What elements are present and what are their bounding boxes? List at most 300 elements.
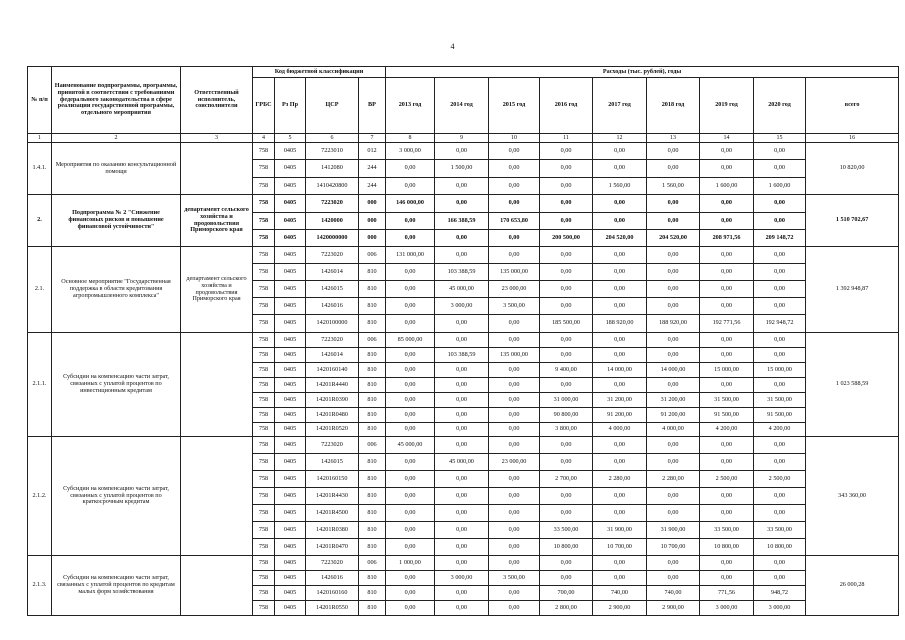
cell-vr: 810 bbox=[359, 571, 386, 586]
cell-year-value: 10 700,00 bbox=[647, 539, 700, 556]
cell-year-value: 0,00 bbox=[593, 143, 647, 160]
cell-year-value: 0,00 bbox=[700, 160, 754, 178]
cell-year-value: 0,00 bbox=[700, 348, 754, 363]
cell-year-value: 0,00 bbox=[386, 281, 435, 298]
cell-year-value: 0,00 bbox=[700, 213, 754, 230]
cell-year-value: 0,00 bbox=[540, 143, 593, 160]
cell-vr: 000 bbox=[359, 195, 386, 213]
header-year: 2014 год bbox=[435, 78, 489, 134]
cell-year-value: 0,00 bbox=[386, 378, 435, 393]
cell-year-value: 0,00 bbox=[700, 264, 754, 281]
cell-year-value: 0,00 bbox=[386, 571, 435, 586]
cell-rzpr: 0405 bbox=[275, 556, 306, 571]
row-total: 1 023 588,59 bbox=[806, 333, 899, 437]
cell-year-value: 85 000,00 bbox=[386, 333, 435, 348]
header-year: 2019 год bbox=[700, 78, 754, 134]
row-responsible bbox=[181, 333, 253, 437]
cell-year-value: 0,00 bbox=[386, 454, 435, 471]
table-row bbox=[28, 437, 899, 454]
cell-vr: 244 bbox=[359, 160, 386, 178]
cell-rzpr: 0405 bbox=[275, 264, 306, 281]
cell-year-value: 0,00 bbox=[593, 281, 647, 298]
cell-year-value: 0,00 bbox=[754, 333, 806, 348]
cell-vr: 810 bbox=[359, 454, 386, 471]
cell-year-value: 0,00 bbox=[489, 539, 540, 556]
cell-csr: 1420100000 bbox=[306, 315, 359, 333]
cell-rzpr: 0405 bbox=[275, 213, 306, 230]
cell-year-value: 0,00 bbox=[386, 539, 435, 556]
cell-grbs: 758 bbox=[253, 471, 275, 488]
cell-grbs: 758 bbox=[253, 601, 275, 616]
table-row bbox=[28, 333, 899, 348]
cell-year-value: 0,00 bbox=[700, 488, 754, 505]
cell-rzpr: 0405 bbox=[275, 230, 306, 247]
cell-year-value: 0,00 bbox=[489, 586, 540, 601]
cell-csr: 1420000 bbox=[306, 213, 359, 230]
cell-year-value: 14 000,00 bbox=[593, 363, 647, 378]
column-number: 2 bbox=[52, 134, 181, 143]
header-total: всего bbox=[806, 78, 899, 134]
cell-vr: 810 bbox=[359, 601, 386, 616]
cell-year-value: 3 000,00 bbox=[754, 601, 806, 616]
column-number: 1 bbox=[28, 134, 52, 143]
cell-year-value: 33 500,00 bbox=[754, 522, 806, 539]
cell-year-value: 0,00 bbox=[540, 178, 593, 195]
cell-year-value: 192 948,72 bbox=[754, 315, 806, 333]
cell-year-value: 0,00 bbox=[489, 363, 540, 378]
cell-year-value: 0,00 bbox=[540, 281, 593, 298]
header-year: 2013 год bbox=[386, 78, 435, 134]
cell-year-value: 0,00 bbox=[386, 522, 435, 539]
cell-year-value: 0,00 bbox=[593, 454, 647, 471]
row-responsible bbox=[181, 556, 253, 616]
cell-year-value: 3 000,00 bbox=[435, 571, 489, 586]
cell-year-value: 0,00 bbox=[647, 160, 700, 178]
cell-year-value: 2 900,00 bbox=[647, 601, 700, 616]
cell-year-value: 0,00 bbox=[647, 264, 700, 281]
cell-grbs: 758 bbox=[253, 348, 275, 363]
cell-year-value: 3 000,00 bbox=[700, 601, 754, 616]
cell-csr: 1410420800 bbox=[306, 178, 359, 195]
cell-year-value: 0,00 bbox=[540, 298, 593, 315]
column-number: 9 bbox=[435, 134, 489, 143]
cell-year-value: 33 500,00 bbox=[700, 522, 754, 539]
cell-csr: 1426016 bbox=[306, 571, 359, 586]
cell-year-value: 166 388,59 bbox=[435, 213, 489, 230]
cell-year-value: 0,00 bbox=[647, 143, 700, 160]
cell-year-value: 0,00 bbox=[435, 601, 489, 616]
cell-year-value: 0,00 bbox=[754, 348, 806, 363]
cell-year-value: 10 800,00 bbox=[540, 539, 593, 556]
cell-year-value: 0,00 bbox=[386, 230, 435, 247]
cell-year-value: 0,00 bbox=[647, 556, 700, 571]
cell-vr: 810 bbox=[359, 393, 386, 408]
cell-year-value: 0,00 bbox=[700, 556, 754, 571]
cell-csr: 7223010 bbox=[306, 143, 359, 160]
cell-csr: 1426015 bbox=[306, 454, 359, 471]
cell-year-value: 0,00 bbox=[435, 437, 489, 454]
cell-year-value: 740,00 bbox=[593, 586, 647, 601]
column-number: 11 bbox=[540, 134, 593, 143]
cell-rzpr: 0405 bbox=[275, 195, 306, 213]
cell-year-value: 0,00 bbox=[593, 571, 647, 586]
cell-year-value: 2 900,00 bbox=[593, 601, 647, 616]
cell-grbs: 758 bbox=[253, 230, 275, 247]
cell-year-value: 103 388,59 bbox=[435, 264, 489, 281]
cell-csr: 1420160140 bbox=[306, 363, 359, 378]
cell-year-value: 91 500,00 bbox=[754, 408, 806, 423]
cell-year-value: 0,00 bbox=[489, 378, 540, 393]
cell-year-value: 0,00 bbox=[540, 454, 593, 471]
cell-csr: 14201R0550 bbox=[306, 601, 359, 616]
cell-year-value: 185 500,00 bbox=[540, 315, 593, 333]
cell-year-value: 10 800,00 bbox=[754, 539, 806, 556]
cell-rzpr: 0405 bbox=[275, 571, 306, 586]
row-responsible: департамент сельского хозяйства и продовольствия Приморского края bbox=[181, 247, 253, 333]
cell-vr: 810 bbox=[359, 522, 386, 539]
cell-year-value: 0,00 bbox=[435, 195, 489, 213]
cell-year-value: 0,00 bbox=[386, 408, 435, 423]
cell-year-value: 0,00 bbox=[647, 281, 700, 298]
cell-year-value: 170 653,80 bbox=[489, 213, 540, 230]
cell-year-value: 0,00 bbox=[386, 601, 435, 616]
cell-year-value: 23 000,00 bbox=[489, 454, 540, 471]
header-rzpr: Рз Пр bbox=[275, 78, 306, 134]
cell-year-value: 146 000,00 bbox=[386, 195, 435, 213]
cell-year-value: 2 280,00 bbox=[647, 471, 700, 488]
cell-grbs: 758 bbox=[253, 522, 275, 539]
cell-year-value: 0,00 bbox=[435, 393, 489, 408]
cell-year-value: 10 700,00 bbox=[593, 539, 647, 556]
row-total: 343 360,00 bbox=[806, 437, 899, 556]
cell-csr: 14201R0520 bbox=[306, 423, 359, 437]
cell-year-value: 0,00 bbox=[593, 333, 647, 348]
cell-year-value: 1 500,00 bbox=[435, 160, 489, 178]
cell-year-value: 0,00 bbox=[593, 298, 647, 315]
cell-year-value: 3 000,00 bbox=[386, 143, 435, 160]
cell-rzpr: 0405 bbox=[275, 437, 306, 454]
cell-year-value: 0,00 bbox=[647, 213, 700, 230]
cell-year-value: 0,00 bbox=[700, 454, 754, 471]
cell-grbs: 758 bbox=[253, 333, 275, 348]
cell-year-value: 0,00 bbox=[540, 247, 593, 264]
cell-year-value: 204 520,00 bbox=[593, 230, 647, 247]
cell-year-value: 0,00 bbox=[489, 160, 540, 178]
header-csr: ЦСР bbox=[306, 78, 359, 134]
row-number: 2.1.3. bbox=[28, 556, 52, 616]
cell-year-value: 45 000,00 bbox=[435, 454, 489, 471]
cell-year-value: 0,00 bbox=[593, 378, 647, 393]
cell-year-value: 0,00 bbox=[435, 539, 489, 556]
header-expenses: Расходы (тыс. рублей), годы bbox=[386, 67, 899, 78]
cell-year-value: 0,00 bbox=[647, 195, 700, 213]
cell-year-value: 0,00 bbox=[754, 195, 806, 213]
row-name: Субсидии на компенсацию части затрат, связанных с уплатой процентов по краткосрочным кредитам bbox=[52, 437, 181, 556]
cell-vr: 810 bbox=[359, 488, 386, 505]
row-name: Основное мероприятие "Государственная поддержка в области кредитования агропромышленного комплекса" bbox=[52, 247, 181, 333]
cell-vr: 006 bbox=[359, 437, 386, 454]
row-number: 2.1. bbox=[28, 247, 52, 333]
cell-grbs: 758 bbox=[253, 281, 275, 298]
cell-grbs: 758 bbox=[253, 213, 275, 230]
cell-year-value: 103 388,59 bbox=[435, 348, 489, 363]
column-number: 8 bbox=[386, 134, 435, 143]
cell-year-value: 0,00 bbox=[754, 556, 806, 571]
cell-year-value: 0,00 bbox=[754, 160, 806, 178]
row-number: 1.4.1. bbox=[28, 143, 52, 195]
cell-year-value: 188 920,00 bbox=[647, 315, 700, 333]
cell-year-value: 135 000,00 bbox=[489, 264, 540, 281]
cell-year-value: 2 500,00 bbox=[754, 471, 806, 488]
column-number: 14 bbox=[700, 134, 754, 143]
cell-year-value: 4 000,00 bbox=[647, 423, 700, 437]
cell-csr: 7223020 bbox=[306, 247, 359, 264]
cell-year-value: 0,00 bbox=[489, 471, 540, 488]
cell-year-value: 0,00 bbox=[435, 230, 489, 247]
cell-year-value: 0,00 bbox=[593, 160, 647, 178]
cell-year-value: 0,00 bbox=[540, 333, 593, 348]
cell-year-value: 0,00 bbox=[754, 247, 806, 264]
cell-grbs: 758 bbox=[253, 160, 275, 178]
cell-year-value: 0,00 bbox=[700, 571, 754, 586]
cell-year-value: 31 900,00 bbox=[593, 522, 647, 539]
cell-year-value: 0,00 bbox=[386, 264, 435, 281]
cell-rzpr: 0405 bbox=[275, 178, 306, 195]
cell-vr: 810 bbox=[359, 298, 386, 315]
cell-year-value: 3 500,00 bbox=[489, 298, 540, 315]
cell-year-value: 0,00 bbox=[386, 213, 435, 230]
cell-year-value: 131 000,00 bbox=[386, 247, 435, 264]
cell-vr: 810 bbox=[359, 264, 386, 281]
column-number: 13 bbox=[647, 134, 700, 143]
cell-year-value: 0,00 bbox=[489, 522, 540, 539]
header-year: 2020 год bbox=[754, 78, 806, 134]
cell-year-value: 0,00 bbox=[435, 488, 489, 505]
cell-year-value: 0,00 bbox=[435, 178, 489, 195]
cell-year-value: 0,00 bbox=[700, 281, 754, 298]
cell-year-value: 23 000,00 bbox=[489, 281, 540, 298]
cell-vr: 006 bbox=[359, 556, 386, 571]
cell-year-value: 0,00 bbox=[435, 471, 489, 488]
cell-year-value: 0,00 bbox=[647, 488, 700, 505]
cell-grbs: 758 bbox=[253, 437, 275, 454]
column-number: 12 bbox=[593, 134, 647, 143]
cell-year-value: 740,00 bbox=[647, 586, 700, 601]
cell-vr: 244 bbox=[359, 178, 386, 195]
cell-year-value: 0,00 bbox=[593, 348, 647, 363]
cell-year-value: 45 000,00 bbox=[386, 437, 435, 454]
cell-year-value: 0,00 bbox=[700, 247, 754, 264]
cell-grbs: 758 bbox=[253, 539, 275, 556]
row-number: 2.1.2. bbox=[28, 437, 52, 556]
row-responsible: департамент сельского хозяйства и продовольствия Приморского края bbox=[181, 195, 253, 247]
cell-year-value: 0,00 bbox=[540, 213, 593, 230]
cell-year-value: 0,00 bbox=[700, 505, 754, 522]
cell-year-value: 1 600,00 bbox=[700, 178, 754, 195]
cell-grbs: 758 bbox=[253, 505, 275, 522]
cell-year-value: 0,00 bbox=[647, 378, 700, 393]
cell-rzpr: 0405 bbox=[275, 160, 306, 178]
cell-year-value: 0,00 bbox=[754, 571, 806, 586]
cell-year-value: 0,00 bbox=[435, 333, 489, 348]
cell-vr: 810 bbox=[359, 363, 386, 378]
cell-year-value: 31 200,00 bbox=[647, 393, 700, 408]
cell-year-value: 15 000,00 bbox=[700, 363, 754, 378]
cell-year-value: 0,00 bbox=[435, 378, 489, 393]
cell-year-value: 192 771,56 bbox=[700, 315, 754, 333]
cell-year-value: 4 000,00 bbox=[593, 423, 647, 437]
cell-csr: 14201R4430 bbox=[306, 488, 359, 505]
cell-year-value: 0,00 bbox=[754, 488, 806, 505]
cell-vr: 000 bbox=[359, 213, 386, 230]
cell-year-value: 2 280,00 bbox=[593, 471, 647, 488]
cell-rzpr: 0405 bbox=[275, 505, 306, 522]
cell-year-value: 0,00 bbox=[489, 178, 540, 195]
cell-year-value: 45 000,00 bbox=[435, 281, 489, 298]
cell-year-value: 0,00 bbox=[435, 586, 489, 601]
cell-year-value: 0,00 bbox=[435, 505, 489, 522]
cell-vr: 810 bbox=[359, 539, 386, 556]
cell-csr: 1426016 bbox=[306, 298, 359, 315]
cell-grbs: 758 bbox=[253, 195, 275, 213]
cell-csr: 14201R0480 bbox=[306, 408, 359, 423]
cell-vr: 810 bbox=[359, 471, 386, 488]
cell-rzpr: 0405 bbox=[275, 423, 306, 437]
cell-year-value: 0,00 bbox=[386, 505, 435, 522]
cell-csr: 1426015 bbox=[306, 281, 359, 298]
row-name: Подпрограмма № 2 "Снижение финансовых рисков и повышение финансовой устойчивости" bbox=[52, 195, 181, 247]
cell-year-value: 1 600,00 bbox=[754, 178, 806, 195]
cell-year-value: 0,00 bbox=[593, 247, 647, 264]
cell-year-value: 0,00 bbox=[647, 454, 700, 471]
cell-rzpr: 0405 bbox=[275, 143, 306, 160]
cell-csr: 7223020 bbox=[306, 437, 359, 454]
cell-rzpr: 0405 bbox=[275, 586, 306, 601]
table-row bbox=[28, 247, 899, 264]
cell-year-value: 0,00 bbox=[386, 423, 435, 437]
cell-rzpr: 0405 bbox=[275, 348, 306, 363]
cell-year-value: 0,00 bbox=[386, 586, 435, 601]
cell-year-value: 0,00 bbox=[435, 247, 489, 264]
header-kbk: Код бюджетной классификации bbox=[253, 67, 386, 78]
header-year: 2017 год bbox=[593, 78, 647, 134]
table-body bbox=[28, 134, 899, 616]
cell-grbs: 758 bbox=[253, 454, 275, 471]
cell-year-value: 0,00 bbox=[540, 378, 593, 393]
cell-year-value: 0,00 bbox=[593, 437, 647, 454]
cell-vr: 810 bbox=[359, 315, 386, 333]
cell-year-value: 0,00 bbox=[647, 437, 700, 454]
cell-year-value: 31 500,00 bbox=[700, 393, 754, 408]
cell-year-value: 0,00 bbox=[540, 348, 593, 363]
cell-csr: 1420160150 bbox=[306, 471, 359, 488]
cell-rzpr: 0405 bbox=[275, 408, 306, 423]
row-name: Субсидии на компенсацию части затрат, связанных с уплатой процентов по инвестиционным кредитам bbox=[52, 333, 181, 437]
cell-grbs: 758 bbox=[253, 298, 275, 315]
cell-csr: 1412080 bbox=[306, 160, 359, 178]
cell-year-value: 31 000,00 bbox=[540, 393, 593, 408]
cell-vr: 006 bbox=[359, 247, 386, 264]
cell-csr: 14201R0390 bbox=[306, 393, 359, 408]
cell-vr: 000 bbox=[359, 230, 386, 247]
cell-year-value: 200 500,00 bbox=[540, 230, 593, 247]
cell-year-value: 948,72 bbox=[754, 586, 806, 601]
cell-rzpr: 0405 bbox=[275, 522, 306, 539]
cell-year-value: 204 520,00 bbox=[647, 230, 700, 247]
cell-rzpr: 0405 bbox=[275, 454, 306, 471]
cell-year-value: 700,00 bbox=[540, 586, 593, 601]
table-row bbox=[28, 556, 899, 571]
cell-year-value: 0,00 bbox=[435, 363, 489, 378]
header-num: № п/п bbox=[28, 67, 52, 134]
cell-vr: 006 bbox=[359, 333, 386, 348]
cell-year-value: 0,00 bbox=[489, 393, 540, 408]
cell-grbs: 758 bbox=[253, 556, 275, 571]
cell-year-value: 0,00 bbox=[386, 393, 435, 408]
column-number: 7 bbox=[359, 134, 386, 143]
cell-year-value: 2 500,00 bbox=[700, 471, 754, 488]
cell-year-value: 0,00 bbox=[593, 264, 647, 281]
cell-grbs: 758 bbox=[253, 488, 275, 505]
cell-rzpr: 0405 bbox=[275, 315, 306, 333]
cell-grbs: 758 bbox=[253, 178, 275, 195]
cell-year-value: 15 000,00 bbox=[754, 363, 806, 378]
row-responsible bbox=[181, 143, 253, 195]
row-number: 2.1.1. bbox=[28, 333, 52, 437]
header-responsible: Ответственный исполнитель, соисполнители bbox=[181, 67, 253, 134]
cell-grbs: 758 bbox=[253, 363, 275, 378]
cell-year-value: 0,00 bbox=[489, 408, 540, 423]
cell-year-value: 0,00 bbox=[700, 437, 754, 454]
cell-rzpr: 0405 bbox=[275, 488, 306, 505]
cell-vr: 810 bbox=[359, 505, 386, 522]
cell-csr: 14201R4500 bbox=[306, 505, 359, 522]
cell-year-value: 0,00 bbox=[540, 571, 593, 586]
cell-year-value: 0,00 bbox=[540, 488, 593, 505]
cell-year-value: 91 200,00 bbox=[593, 408, 647, 423]
cell-year-value: 0,00 bbox=[754, 213, 806, 230]
cell-year-value: 0,00 bbox=[489, 556, 540, 571]
cell-vr: 810 bbox=[359, 423, 386, 437]
cell-grbs: 758 bbox=[253, 264, 275, 281]
row-total: 26 000,28 bbox=[806, 556, 899, 616]
cell-year-value: 31 900,00 bbox=[647, 522, 700, 539]
column-number: 6 bbox=[306, 134, 359, 143]
cell-year-value: 0,00 bbox=[647, 298, 700, 315]
cell-grbs: 758 bbox=[253, 571, 275, 586]
cell-year-value: 0,00 bbox=[540, 264, 593, 281]
cell-vr: 810 bbox=[359, 586, 386, 601]
cell-year-value: 33 500,00 bbox=[540, 522, 593, 539]
cell-year-value: 0,00 bbox=[540, 437, 593, 454]
cell-rzpr: 0405 bbox=[275, 363, 306, 378]
cell-year-value: 135 000,00 bbox=[489, 348, 540, 363]
cell-rzpr: 0405 bbox=[275, 247, 306, 264]
cell-year-value: 14 000,00 bbox=[647, 363, 700, 378]
cell-rzpr: 0405 bbox=[275, 298, 306, 315]
cell-year-value: 0,00 bbox=[700, 195, 754, 213]
cell-csr: 14201R4440 bbox=[306, 378, 359, 393]
cell-year-value: 0,00 bbox=[754, 437, 806, 454]
cell-year-value: 0,00 bbox=[435, 423, 489, 437]
cell-year-value: 0,00 bbox=[489, 437, 540, 454]
column-number: 4 bbox=[253, 134, 275, 143]
cell-rzpr: 0405 bbox=[275, 378, 306, 393]
cell-rzpr: 0405 bbox=[275, 539, 306, 556]
header-name: Наименование подпрограммы, программы, принятой в соответствии с требованиями федерального законодательства в сфере реализации государственной программы, отдельного мероприятия bbox=[52, 67, 181, 134]
cell-year-value: 0,00 bbox=[435, 556, 489, 571]
header-vr: ВР bbox=[359, 78, 386, 134]
